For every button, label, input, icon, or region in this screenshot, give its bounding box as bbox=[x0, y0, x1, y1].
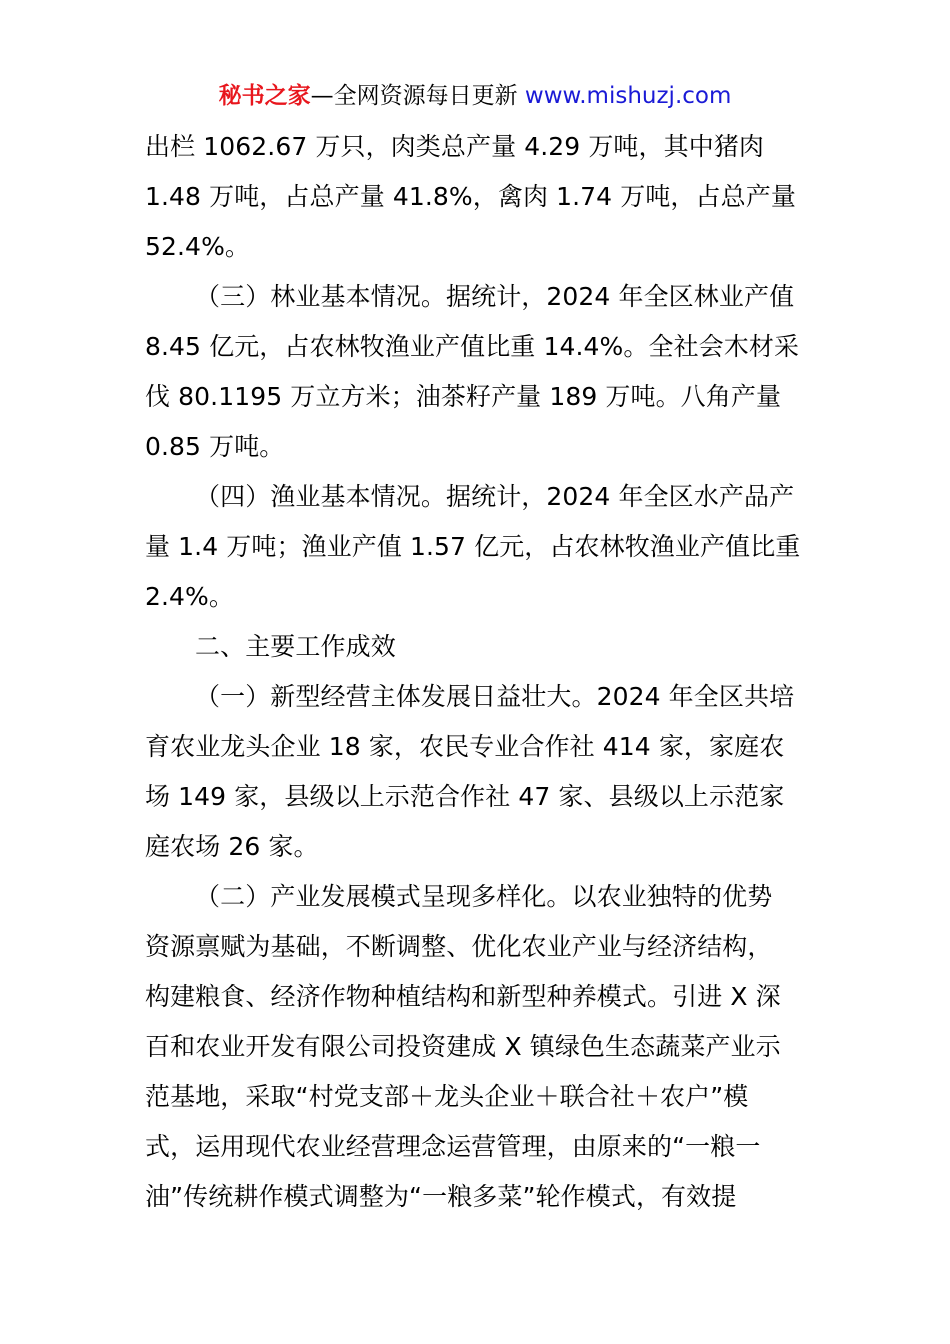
text-line: 1.48 万吨，占总产量 41.8%，禽肉 1.74 万吨，占总产量 bbox=[145, 182, 796, 211]
section-heading-achievements bbox=[145, 622, 825, 672]
text-line: （三）林业基本情况。据统计，2024 年全区林业产值 bbox=[195, 282, 795, 311]
text-line: 出栏 1062.67 万只，肉类总产量 4.29 万吨，其中猪肉 bbox=[145, 132, 765, 161]
text-line: 场 149 家，县级以上示范合作社 47 家、县级以上示范家 bbox=[145, 782, 785, 811]
text-line: 百和农业开发有限公司投资建成 X 镇绿色生态蔬菜产业示 bbox=[145, 1032, 781, 1061]
document-body bbox=[145, 122, 825, 1222]
site-header bbox=[0, 80, 950, 112]
text-line: 育农业龙头企业 18 家，农民专业合作社 414 家，家庭农 bbox=[145, 732, 785, 761]
text-line: 伐 80.1195 万立方米；油茶籽产量 189 万吨。八角产量 bbox=[145, 382, 782, 411]
text-line: （一）新型经营主体发展日益壮大。2024 年全区共培 bbox=[195, 682, 795, 711]
text-line: （四）渔业基本情况。据统计，2024 年全区水产品产 bbox=[195, 482, 795, 511]
paragraph-industry-models bbox=[145, 872, 825, 1222]
text-line: 油”传统耕作模式调整为“一粮多菜”轮作模式，有效提 bbox=[145, 1182, 737, 1211]
paragraph-fishery bbox=[145, 472, 825, 622]
text-line: 庭农场 26 家。 bbox=[145, 832, 319, 861]
paragraph-livestock-continued bbox=[145, 122, 825, 272]
text-line: 式，运用现代农业经营理念运营管理，由原来的“一粮一 bbox=[145, 1132, 761, 1161]
site-url-link[interactable]: www.mishuzj.com bbox=[524, 83, 732, 109]
text-line: 范基地，采取“村党支部＋龙头企业＋联合社＋农户”模 bbox=[145, 1082, 749, 1111]
text-line: 0.85 万吨。 bbox=[145, 432, 285, 461]
text-line: 构建粮食、经济作物种植结构和新型种养模式。引进 X 深 bbox=[145, 982, 781, 1011]
text-line: 量 1.4 万吨；渔业产值 1.57 亿元，占农林牧渔业产值比重 bbox=[145, 532, 801, 561]
text-line: 2.4%。 bbox=[145, 582, 235, 611]
text-line: 资源禀赋为基础，不断调整、优化农业产业与经济结构， bbox=[145, 932, 773, 961]
header-tagline: —全网资源每日更新 bbox=[310, 83, 518, 109]
text-line: 52.4%。 bbox=[145, 232, 251, 261]
text-line: （二）产业发展模式呈现多样化。以农业独特的优势 bbox=[195, 882, 773, 911]
text-line: 二、主要工作成效 bbox=[195, 632, 396, 661]
text-line: 8.45 亿元，占农林牧渔业产值比重 14.4%。全社会木材采 bbox=[145, 332, 800, 361]
paragraph-forestry bbox=[145, 272, 825, 472]
paragraph-business-entities bbox=[145, 672, 825, 872]
brand-name: 秘书之家 bbox=[218, 83, 311, 109]
